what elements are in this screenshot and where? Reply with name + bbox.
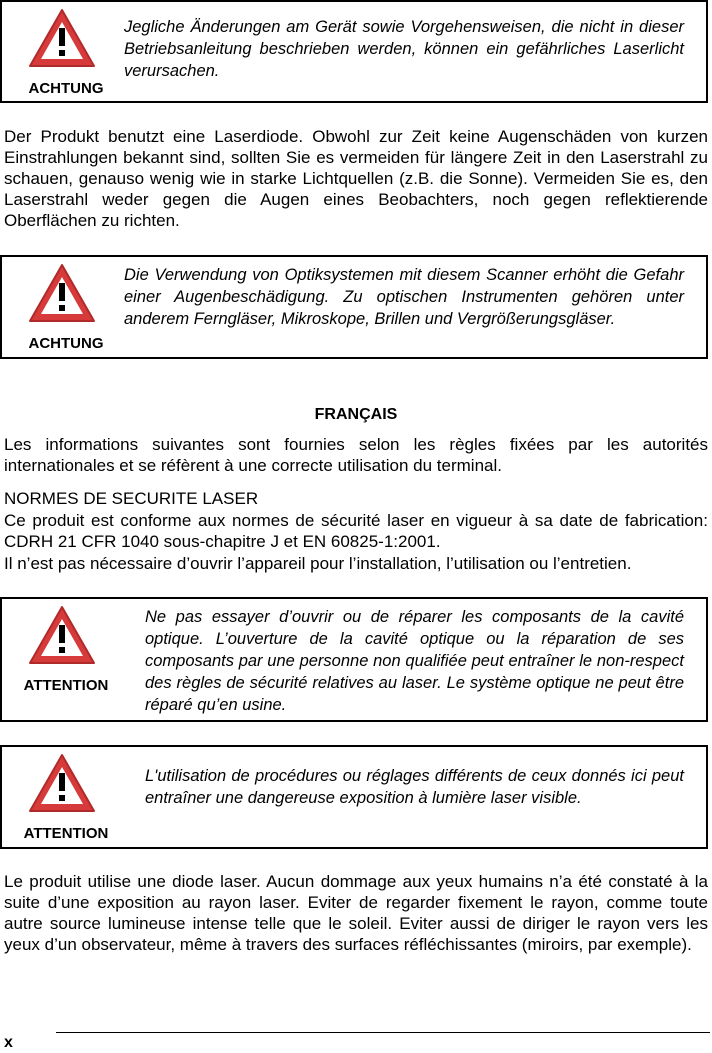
warning-box-2 xyxy=(0,255,708,359)
warning-label: ATTENTION xyxy=(23,677,109,694)
warning-label: ACHTUNG xyxy=(28,335,104,352)
warning-box-4 xyxy=(0,745,708,849)
warning-label: ATTENTION xyxy=(23,825,109,842)
warning-text: Ne pas essayer d’ouvrir ou de réparer les composants de la cavité optique. L’ouverture de la cavité optique ou la réparation de ses composants par une personne non qualifiée peut entraîner le non-respect des règles de sécurité relatives au laser. Le système optique ne peut être réparé qu’en usine. xyxy=(145,608,684,714)
page-number: x xyxy=(4,1034,13,1051)
warning-triangle-icon xyxy=(26,261,98,325)
french-closing-paragraph: Le produit utilise une diode laser. Aucun dommage aux yeux humains n’a été constaté à la suite d’une exposition au rayon laser. Eviter de regarder fixement le rayon, comme toute autre source lumineuse intense telle que le soleil. Eviter aussi de diriger le rayon vers les yeux d’un observateur, même à travers des surfaces réfléchissantes (miroirs, par exemple). xyxy=(4,872,708,954)
warning-triangle-icon xyxy=(26,603,98,667)
warning-text: L'utilisation de procédures ou réglages différents de ceux donnés ici peut entraîner une dangereuse exposition à lumière laser visible. xyxy=(145,767,684,807)
german-paragraph: Der Produkt benutzt eine Laserdiode. Obwohl zur Zeit keine Augenschäden von kurzen Einstrahlungen bekannt sind, sollten Sie es vermeiden für längere Zeit in den Laserstrahl zu schauen, genauso wenig wie in starke Lichtquellen (z.B. die Sonne). Vermeiden Sie es, den Laserstrahl weder gegen die Augen eines Beobachters, noch gegen reflektierende Oberflächen zu richten. xyxy=(4,127,708,230)
warning-triangle-icon xyxy=(26,751,98,815)
french-intro: Les informations suivantes sont fournies selon les règles fixées par les autorités internationales et se réfèrent à une correcte utilisation du terminal. xyxy=(4,435,708,475)
norms-text: Ce produit est conforme aux normes de sécurité laser en vigueur à sa date de fabrication: CDRH 21 CFR 1040 sous-chapitre J et EN 60825-1:2001. xyxy=(4,511,708,551)
warning-box-1 xyxy=(0,0,708,103)
warning-text: Jegliche Änderungen am Gerät sowie Vorgehensweisen, die nicht in dieser Betriebsanleitung beschrieben werden, können ein gefährliches Laserlicht verursachen. xyxy=(124,18,684,80)
norms-title: NORMES DE SECURITE LASER xyxy=(4,489,259,508)
footer-rule xyxy=(56,1032,710,1033)
section-heading-francais: FRANÇAIS xyxy=(314,406,398,423)
warning-box-3 xyxy=(0,597,708,722)
warning-label: ACHTUNG xyxy=(28,80,104,97)
warning-triangle-icon xyxy=(26,6,98,70)
no-open-note: Il n’est pas nécessaire d’ouvrir l’appareil pour l’installation, l’utilisation ou l’entretien. xyxy=(4,554,632,573)
warning-text: Die Verwendung von Optiksystemen mit diesem Scanner erhöht die Gefahr einer Augenbeschädigung. Zu optischen Instrumenten gehören unter anderem Ferngläser, Mikroskope, Brillen und Vergrößerungsgläser. xyxy=(124,266,684,328)
